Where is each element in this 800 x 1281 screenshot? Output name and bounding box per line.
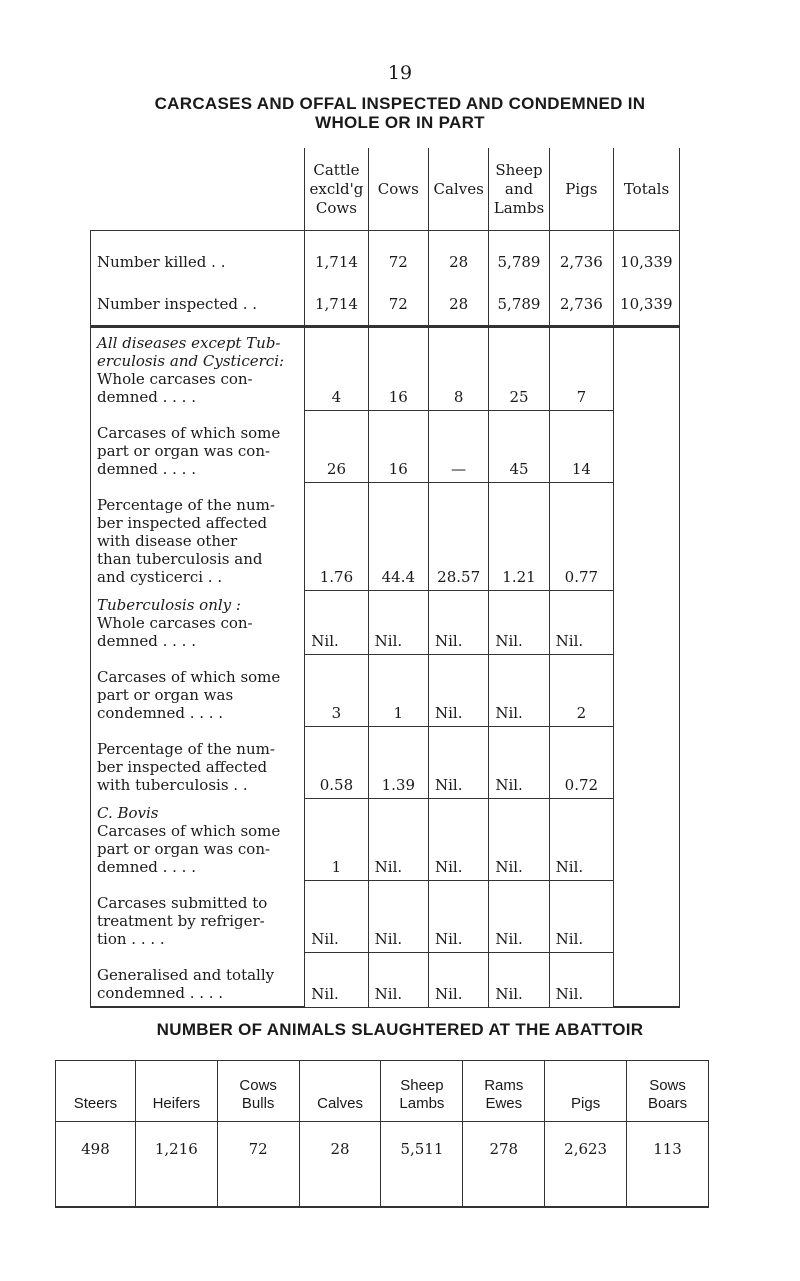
text-line: Pigs: [571, 1095, 601, 1112]
table-cell: 1,714: [305, 279, 368, 327]
text-line: Carcases submitted to: [97, 894, 268, 912]
text-line: demned . . . .: [97, 460, 196, 478]
table-cell: Nil.: [368, 952, 428, 1007]
text-line: Steers: [73, 1095, 118, 1112]
table-cell: 28: [299, 1122, 381, 1208]
table-cell: 8: [428, 327, 488, 411]
text-line: Calves: [317, 1095, 363, 1112]
text-line: with tuberculosis . .: [97, 776, 248, 794]
text-line: Carcases of which some: [97, 668, 281, 686]
text-line: ber inspected affected: [97, 758, 268, 776]
table-cell: 1: [305, 798, 368, 880]
slaughter-title: NUMBER OF ANIMALS SLAUGHTERED AT THE ABATTOIR: [156, 1020, 644, 1039]
page-title-line-2: WHOLE OR IN PART: [315, 113, 485, 132]
table-cell: Nil.: [549, 880, 613, 952]
column-header: [489, 148, 549, 231]
column-header: [299, 1061, 381, 1122]
totals-cell: [614, 327, 680, 411]
text-line: Percentage of the num-: [97, 496, 275, 514]
column-header: [545, 1061, 627, 1122]
text-line: Rams: [484, 1077, 524, 1094]
table-cell: Nil.: [489, 726, 549, 798]
column-header: [368, 148, 428, 231]
text-line: treatment by refriger-: [97, 912, 265, 930]
page-number: 19: [387, 62, 413, 84]
column-header: [549, 148, 613, 231]
column-header: [217, 1061, 299, 1122]
table-cell: 16: [368, 410, 428, 482]
text-line: Boars: [647, 1095, 688, 1112]
text-line: and cysticerci . .: [97, 568, 223, 586]
table-cell: 14: [549, 410, 613, 482]
column-header: [305, 148, 368, 231]
text-line: condemned . . . .: [97, 704, 224, 722]
row-label: [91, 952, 305, 1007]
table-cell: Nil.: [428, 798, 488, 880]
table-cell: 2,623: [545, 1122, 627, 1208]
table-cell: Nil.: [305, 880, 368, 952]
table-cell: 44.4: [368, 482, 428, 590]
table-cell: Nil.: [549, 798, 613, 880]
table-cell: 113: [627, 1122, 709, 1208]
row-label: [91, 726, 305, 798]
text-line: Cattle: [313, 160, 360, 179]
totals-cell: [614, 654, 680, 726]
row-label: [91, 410, 305, 482]
totals-cell: [614, 482, 680, 590]
table-cell: 1.39: [368, 726, 428, 798]
totals-cell: [614, 590, 680, 654]
table-cell: 10,339: [614, 231, 680, 280]
column-header: [381, 1061, 463, 1122]
text-line: with disease other: [97, 532, 238, 550]
table-cell: 0.77: [549, 482, 613, 590]
table-cell: 5,511: [381, 1122, 463, 1208]
table-cell: 16: [368, 327, 428, 411]
table-cell: 72: [368, 231, 428, 280]
table-cell: 45: [489, 410, 549, 482]
text-line: Tuberculosis only :: [97, 596, 241, 614]
row-label: [91, 590, 305, 654]
table-cell: 2,736: [549, 231, 613, 280]
totals-cell: [614, 726, 680, 798]
table-cell: 4: [305, 327, 368, 411]
text-line: Whole carcases con-: [97, 614, 253, 632]
table-cell: 0.58: [305, 726, 368, 798]
column-header: [135, 1061, 217, 1122]
table-cell: 28.57: [428, 482, 488, 590]
table-cell: 1: [368, 654, 428, 726]
table-cell: Nil.: [549, 590, 613, 654]
column-header: [56, 1061, 136, 1122]
section-heading: [97, 328, 298, 370]
table-cell: Nil.: [368, 880, 428, 952]
section-heading: [97, 798, 298, 822]
text-line: Heifers: [152, 1095, 201, 1112]
text-line: excld'g: [309, 179, 364, 198]
table-cell: 28: [428, 279, 488, 327]
table-cell: Nil.: [368, 590, 428, 654]
text-line: tion . . . .: [97, 930, 165, 948]
table-cell: 72: [217, 1122, 299, 1208]
table-cell: 28: [428, 231, 488, 280]
text-line: condemned . . . .: [97, 984, 224, 1002]
column-header: [614, 148, 680, 231]
row-label: Number killed . .: [91, 231, 305, 280]
table-cell: 26: [305, 410, 368, 482]
table-cell: 3: [305, 654, 368, 726]
text-line: demned . . . .: [97, 388, 196, 406]
text-line: Sheep: [495, 160, 543, 179]
text-line: Ewes: [485, 1095, 523, 1112]
text-line: Whole carcases con-: [97, 370, 253, 388]
totals-cell: [614, 410, 680, 482]
text-line: Pigs: [565, 179, 598, 198]
table-cell: 1,216: [135, 1122, 217, 1208]
text-line: part or organ was con-: [97, 442, 271, 460]
text-line: Generalised and totally: [97, 966, 275, 984]
table-cell: 1,714: [305, 231, 368, 280]
text-line: Carcases of which some: [97, 424, 281, 442]
text-line: Cows: [239, 1077, 277, 1094]
text-line: part or organ was: [97, 686, 234, 704]
totals-cell: [614, 798, 680, 880]
table-cell: Nil.: [489, 880, 549, 952]
table-cell: Nil.: [428, 654, 488, 726]
text-line: ber inspected affected: [97, 514, 268, 532]
table-cell: 278: [463, 1122, 545, 1208]
table-cell: Nil.: [549, 952, 613, 1007]
column-header: [428, 148, 488, 231]
row-label: Number inspected . .: [91, 279, 305, 327]
table-cell: 5,789: [489, 279, 549, 327]
table-cell: Nil.: [428, 590, 488, 654]
table-cell: Nil.: [428, 952, 488, 1007]
table-cell: 7: [549, 327, 613, 411]
table-cell: Nil.: [489, 654, 549, 726]
table-cell: 1.76: [305, 482, 368, 590]
column-header: [627, 1061, 709, 1122]
row-label: [91, 654, 305, 726]
text-line: Lambs: [493, 198, 545, 217]
table-cell: Nil.: [489, 952, 549, 1007]
table-cell: 0.72: [549, 726, 613, 798]
table-cell: Nil.: [305, 590, 368, 654]
table-cell: 498: [56, 1122, 136, 1208]
text-line: Percentage of the num-: [97, 740, 275, 758]
text-line: Cows: [377, 179, 419, 198]
table-cell: Nil.: [428, 726, 488, 798]
row-label: [91, 482, 305, 590]
text-line: All diseases except Tub-: [97, 334, 281, 352]
column-header: [463, 1061, 545, 1122]
text-line: than tuberculosis and: [97, 550, 263, 568]
table-cell: 2,736: [549, 279, 613, 327]
slaughter-table: [55, 1060, 709, 1208]
text-line: erculosis and Cysticerci:: [97, 352, 285, 370]
header-blank-cell: [91, 148, 305, 231]
text-line: Carcases of which some: [97, 822, 281, 840]
text-line: Lambs: [399, 1095, 445, 1112]
text-line: Calves: [433, 179, 484, 198]
text-line: demned . . . .: [97, 632, 196, 650]
table-cell: 10,339: [614, 279, 680, 327]
inspection-table: [90, 148, 680, 1008]
text-line: demned . . . .: [97, 858, 196, 876]
text-line: Sows: [649, 1077, 686, 1094]
table-cell: Nil.: [368, 798, 428, 880]
table-cell: Nil.: [489, 590, 549, 654]
table-cell: 1.21: [489, 482, 549, 590]
totals-cell: [614, 880, 680, 952]
text-line: Totals: [623, 179, 670, 198]
row-label: [91, 798, 305, 880]
row-label: [91, 327, 305, 411]
text-line: Cows: [315, 198, 357, 217]
text-line: Bulls: [241, 1095, 275, 1112]
table-cell: 25: [489, 327, 549, 411]
table-cell: —: [428, 410, 488, 482]
table-cell: 2: [549, 654, 613, 726]
text-line: part or organ was con-: [97, 840, 271, 858]
totals-cell: [614, 952, 680, 1007]
table-cell: Nil.: [428, 880, 488, 952]
row-label: [91, 880, 305, 952]
text-line: and: [504, 179, 534, 198]
table-cell: Nil.: [305, 952, 368, 1007]
text-line: Sheep: [400, 1077, 444, 1094]
text-line: C. Bovis: [97, 804, 159, 822]
table-cell: Nil.: [489, 798, 549, 880]
page-title-line-1: CARCASES AND OFFAL INSPECTED AND CONDEMNED IN: [154, 94, 646, 113]
section-heading: [97, 590, 298, 614]
table-cell: 72: [368, 279, 428, 327]
table-cell: 5,789: [489, 231, 549, 280]
